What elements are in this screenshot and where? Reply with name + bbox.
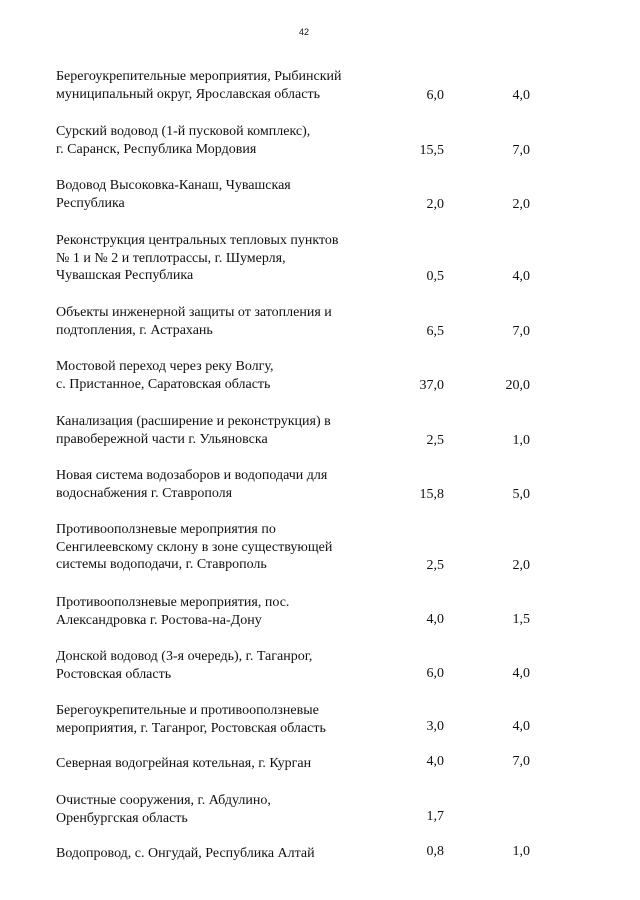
entry-value-2: 4,0 bbox=[512, 719, 530, 734]
entry-value-1: 0,5 bbox=[426, 269, 444, 284]
entry-value-2: 7,0 bbox=[512, 324, 530, 339]
entry-value-1: 37,0 bbox=[419, 378, 444, 393]
entry-description: Канализация (расширение и реконструкция) в правобережной части г. Ульяновска bbox=[56, 414, 331, 447]
entry-description: Донской водовод (3-я очередь), г. Таганрог, Ростовская область bbox=[56, 649, 313, 682]
entry-value-1: 2,5 bbox=[426, 558, 444, 573]
entry-description: Мостовой переход через реку Волгу, с. Пристанное, Саратовская область bbox=[56, 359, 274, 392]
entry-value-1: 2,0 bbox=[426, 197, 444, 212]
entry-value-2: 4,0 bbox=[512, 88, 530, 103]
entry-description: Объекты инженерной защиты от затопления и подтопления, г. Астрахань bbox=[56, 305, 332, 338]
entry-value-2: 4,0 bbox=[512, 666, 530, 681]
entry-description: Берегоукрепительные и противооползневые мероприятия, г. Таганрог, Ростовская область bbox=[56, 703, 326, 736]
entry-value-2: 7,0 bbox=[512, 143, 530, 158]
entry-description: Новая система водозаборов и водоподачи для водоснабжения г. Ставрополя bbox=[56, 468, 328, 501]
entry-value-1: 4,0 bbox=[426, 612, 444, 627]
entry-value-1: 15,8 bbox=[419, 487, 444, 502]
entry-value-2: 4,0 bbox=[512, 269, 530, 284]
entry-value-1: 3,0 bbox=[426, 719, 444, 734]
entry-value-1: 6,0 bbox=[426, 88, 444, 103]
entry-value-2: 1,0 bbox=[512, 433, 530, 448]
entry-description: Берегоукрепительные мероприятия, Рыбинский муниципальный округ, Ярославская область bbox=[56, 69, 342, 102]
entry-value-2: 1,0 bbox=[512, 844, 530, 859]
entry-description: Водовод Высоковка-Канаш, Чувашская Республика bbox=[56, 178, 291, 211]
entry-value-2: 2,0 bbox=[512, 558, 530, 573]
entry-value-1: 6,0 bbox=[426, 666, 444, 681]
entry-description: Противооползневые мероприятия по Сенгилеевскому склону в зоне существующей системы водоподачи, г. Ставрополь bbox=[56, 522, 333, 572]
entry-value-2: 7,0 bbox=[512, 754, 530, 769]
entry-value-1: 15,5 bbox=[419, 143, 444, 158]
entry-value-2: 2,0 bbox=[512, 197, 530, 212]
entry-description: Очистные сооружения, г. Абдулино, Оренбургская область bbox=[56, 793, 271, 826]
entry-value-2: 1,5 bbox=[512, 612, 530, 627]
entry-description: Реконструкция центральных тепловых пунктов № 1 и № 2 и теплотрассы, г. Шумерля, Чувашская Республика bbox=[56, 233, 339, 283]
entry-value-1: 4,0 bbox=[426, 754, 444, 769]
entry-value-1: 0,8 bbox=[426, 844, 444, 859]
entry-value-1: 2,5 bbox=[426, 433, 444, 448]
page-number: 42 bbox=[298, 27, 309, 37]
entry-value-1: 1,7 bbox=[426, 809, 444, 824]
entry-description: Северная водогрейная котельная, г. Курган bbox=[56, 756, 312, 771]
entry-value-2: 5,0 bbox=[512, 487, 530, 502]
entry-value-1: 6,5 bbox=[426, 324, 444, 339]
entry-description: Противооползневые мероприятия, пос. Александровка г. Ростова-на-Дону bbox=[56, 595, 290, 628]
entry-description: Водопровод, с. Онгудай, Республика Алтай bbox=[56, 846, 315, 861]
entry-value-2: 20,0 bbox=[505, 378, 530, 393]
entry-description: Сурский водовод (1-й пусковой комплекс), г. Саранск, Республика Мордовия bbox=[56, 124, 311, 157]
